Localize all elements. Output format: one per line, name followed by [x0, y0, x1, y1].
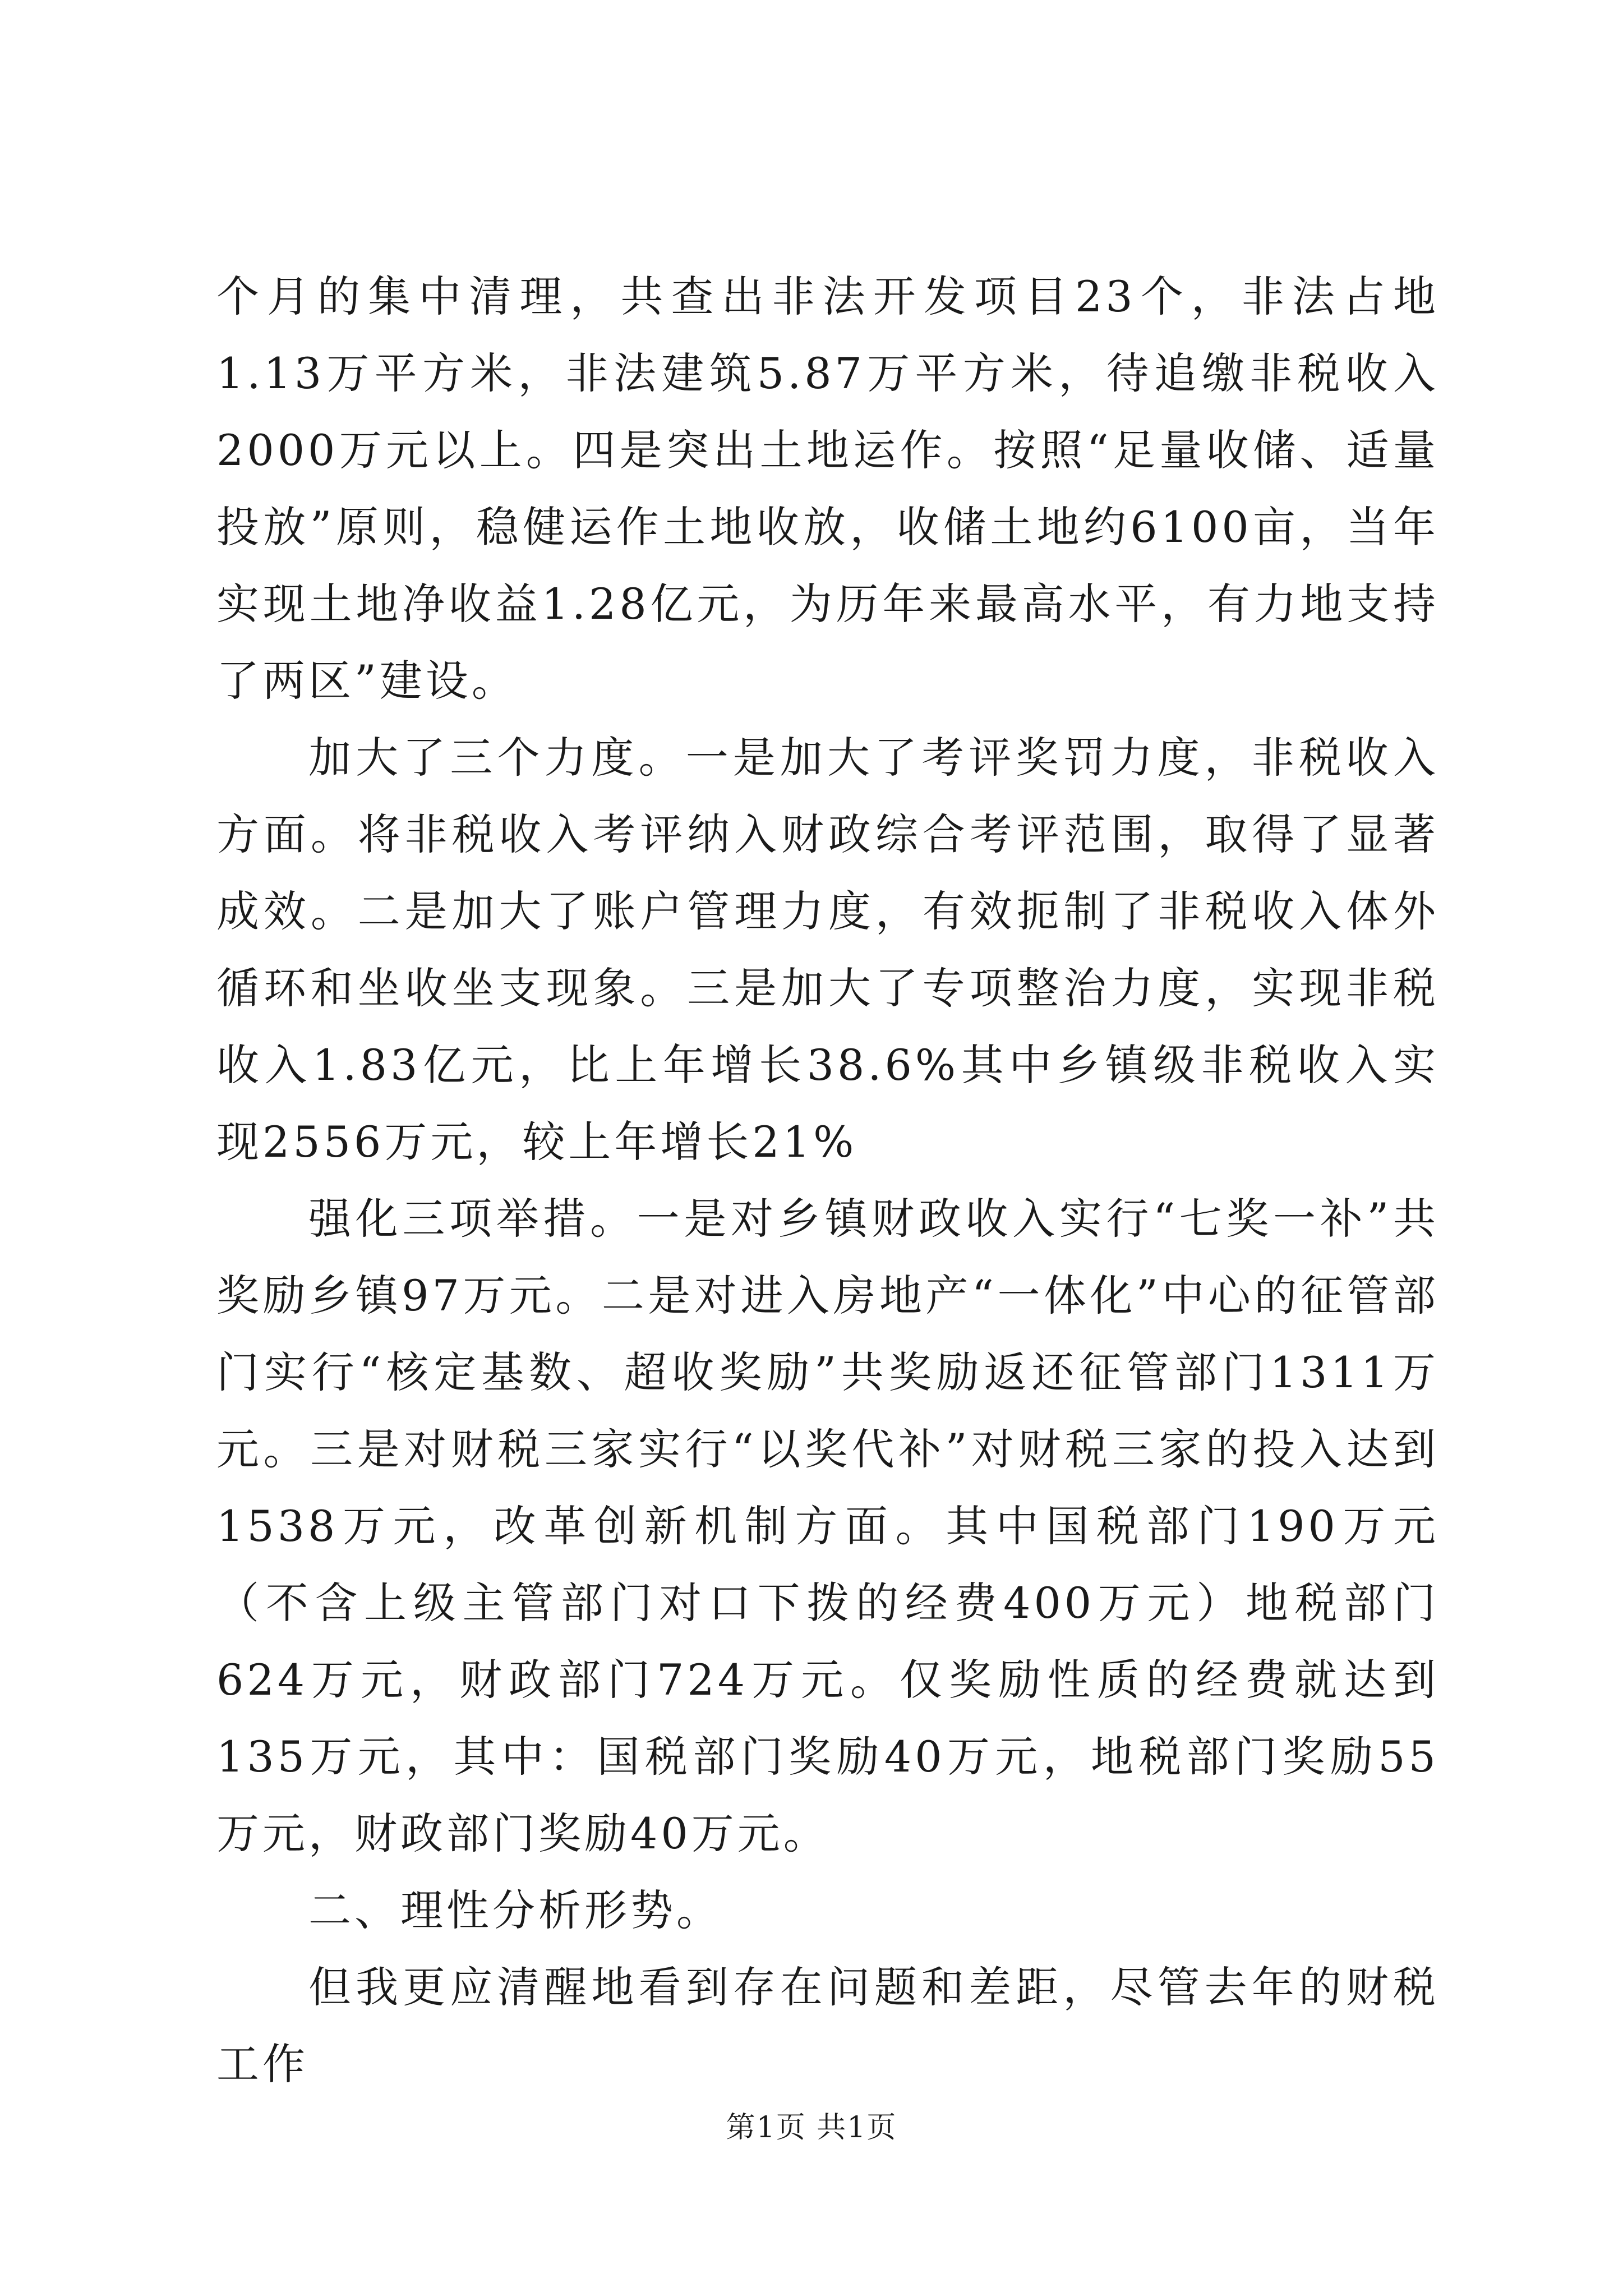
paragraph-three-measures: 强化三项举措。一是对乡镇财政收入实行“七奖一补”共奖励乡镇97万元。二是对进入房地产“一体化”中心的征管部门实行“核定基数、超收奖励”共奖励返还征管部门1311万元。三是对财税三家实行“以奖代补”对财税三家的投入达到1538万元，改革创新机制方面。其中国税部门190万元（不含上级主管部门对口下拨的经费400万元）地税部门624万元，财政部门724万元。仅奖励性质的经费就达到135万元，其中：国税部门奖励40万元，地税部门奖励55万元，财政部门奖励40万元。 — [216, 1194, 1439, 1858]
paragraph-continuation: 个月的集中清理，共查出非法开发项目23个，非法占地1.13万平方米，非法建筑5.87万平方米，待追缴非税收入2000万元以上。四是突出土地运作。按照“足量收储、适量投放”原则，稳健运作土地收放，收储土地约6100亩，当年实现土地净收益1.28亿元，为历年来最高水平，有力地支持了两区”建设。 — [216, 272, 1439, 706]
document-body — [216, 258, 1439, 2102]
page-footer: 第1页 共1页 — [726, 2111, 897, 2145]
paragraph-analysis: 但我更应清醒地看到存在问题和差距，尽管去年的财税工作 — [216, 1962, 1439, 2089]
paragraph-three-strengths: 加大了三个力度。一是加大了考评奖罚力度，非税收入方面。将非税收入考评纳入财政综合考评范围，取得了显著成效。二是加大了账户管理力度，有效扼制了非税收入体外循环和坐收坐支现象。三是加大了专项整治力度，实现非税收入1.83亿元，比上年增长38.6%其中乡镇级非税收入实现2556万元，较上年增长21% — [216, 733, 1439, 1167]
section-heading: 二、理性分析形势。 — [308, 1885, 722, 1935]
